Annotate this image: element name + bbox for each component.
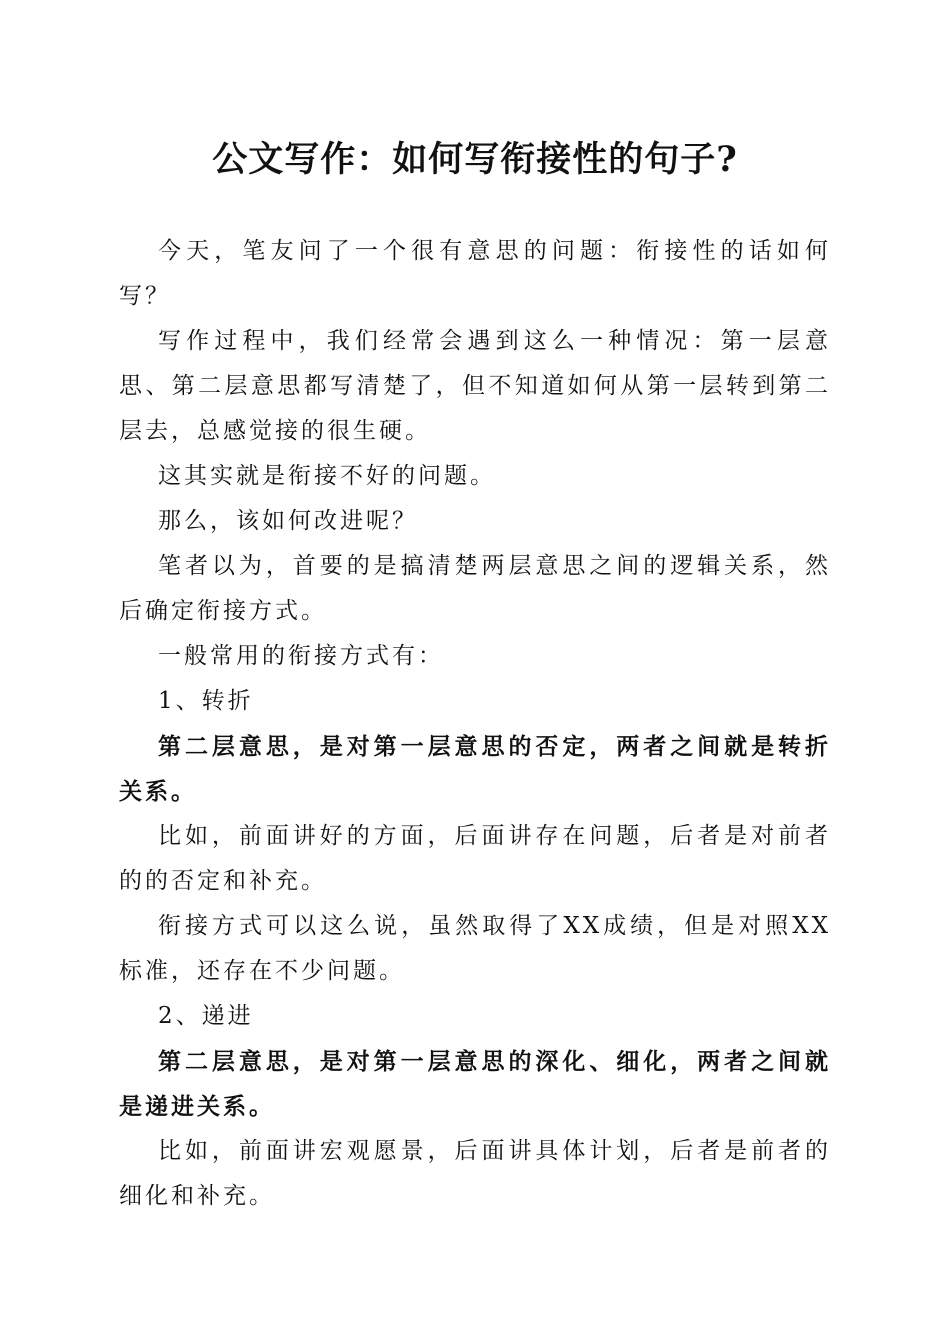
paragraph-turn-definition: 第二层意思，是对第一层意思的否定，两者之间就是转折关系。 [119, 734, 831, 804]
paragraph-turn-example: 比如，前面讲好的方面，后面讲存在问题，后者是对前者的的否定和补充。 [119, 823, 831, 894]
section-heading-turn: 1、转折 [158, 688, 254, 714]
section-heading-progression: 2、递进 [158, 1003, 254, 1029]
paragraph-intro: 今天，笔友问了一个很有意思的问题：衔接性的话如何写？ [119, 238, 831, 309]
paragraph-question: 那么，该如何改进呢？ [158, 508, 418, 534]
document-title: 公文写作：如何写衔接性的句子? [212, 139, 738, 180]
paragraph-problem: 这其实就是衔接不好的问题。 [158, 463, 496, 489]
paragraph-situation: 写作过程中，我们经常会遇到这么一种情况：第一层意思、第二层意思都写清楚了，但不知道如何从第一层转到第二层去，总感觉接的很生硬。 [119, 328, 831, 444]
paragraph-progression-definition: 第二层意思，是对第一层意思的深化、细化，两者之间就是递进关系。 [119, 1049, 831, 1119]
paragraph-progression-example: 比如，前面讲宏观愿景，后面讲具体计划，后者是前者的细化和补充。 [119, 1138, 831, 1209]
document-body [119, 229, 831, 1219]
paragraph-approach: 笔者以为，首要的是搞清楚两层意思之间的逻辑关系，然后确定衔接方式。 [119, 553, 831, 624]
paragraph-turn-phrasing: 衔接方式可以这么说，虽然取得了XX成绩，但是对照XX标准，还存在不少问题。 [119, 913, 831, 984]
paragraph-methods-intro: 一般常用的衔接方式有： [158, 643, 444, 669]
